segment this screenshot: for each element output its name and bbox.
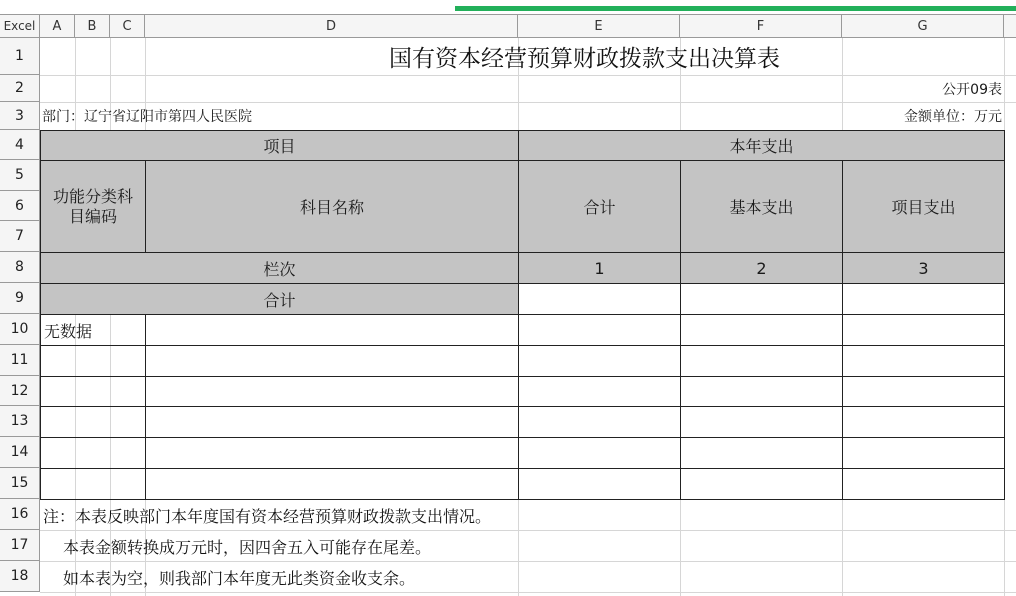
gridline: [40, 592, 1016, 593]
data-cell[interactable]: [518, 376, 681, 407]
note-line-1[interactable]: 注：本表反映部门本年度国有资本经营预算财政拨款支出情况。: [43, 506, 492, 526]
note-line-3[interactable]: 如本表为空，则我部门本年度无此类资金收支余。: [63, 568, 416, 588]
data-cell[interactable]: [145, 437, 519, 469]
unit-label[interactable]: 金额单位：万元: [904, 109, 1002, 125]
row-header-16[interactable]: 16: [0, 499, 40, 530]
row-header-2[interactable]: 2: [0, 75, 40, 102]
row-header-4[interactable]: 4: [0, 130, 40, 160]
note-line-2[interactable]: 本表金额转换成万元时，因四舍五入可能存在尾差。: [63, 537, 432, 557]
data-cell[interactable]: [680, 406, 843, 438]
data-cell[interactable]: [842, 376, 1005, 407]
data-cell[interactable]: [145, 314, 519, 346]
data-cell[interactable]: [680, 345, 843, 377]
row-header-11[interactable]: 11: [0, 345, 40, 376]
data-cell[interactable]: [40, 468, 146, 500]
sum-total-cell[interactable]: [518, 283, 681, 315]
header-col-3[interactable]: 3: [842, 252, 1005, 284]
column-header-e[interactable]: E: [518, 14, 680, 38]
sheet-corner[interactable]: Excel: [0, 14, 40, 38]
row-header-17[interactable]: 17: [0, 530, 40, 561]
data-cell[interactable]: [680, 437, 843, 469]
data-cell[interactable]: [145, 376, 519, 407]
data-cell[interactable]: [145, 468, 519, 500]
header-func-code[interactable]: 功能分类科目编码: [40, 160, 146, 253]
row-header-6[interactable]: 6: [0, 191, 40, 221]
data-cell[interactable]: [842, 345, 1005, 377]
row-header-18[interactable]: 18: [0, 561, 40, 592]
column-header-more: [1004, 14, 1016, 38]
data-cell[interactable]: [680, 468, 843, 500]
row-header-8[interactable]: 8: [0, 252, 40, 283]
data-cell[interactable]: [518, 468, 681, 500]
row-header-15[interactable]: 15: [0, 468, 40, 499]
data-cell[interactable]: [518, 345, 681, 377]
data-cell[interactable]: [145, 406, 519, 438]
row-header-3[interactable]: 3: [0, 102, 40, 130]
row-header-9[interactable]: 9: [0, 283, 40, 314]
row-header-7[interactable]: 7: [0, 221, 40, 252]
row-header-13[interactable]: 13: [0, 406, 40, 437]
sheet-title[interactable]: 国有资本经营预算财政拨款支出决算表: [389, 46, 780, 72]
data-cell[interactable]: [680, 314, 843, 346]
data-cell[interactable]: [680, 376, 843, 407]
data-cell[interactable]: [40, 406, 146, 438]
header-project[interactable]: 项目: [40, 130, 519, 161]
column-header-a[interactable]: A: [40, 14, 75, 38]
row-header-14[interactable]: 14: [0, 437, 40, 468]
data-cell[interactable]: [842, 406, 1005, 438]
column-header-d[interactable]: D: [145, 14, 518, 38]
form-code[interactable]: 公开09表: [942, 81, 1002, 98]
loading-progress-bar: [455, 6, 1016, 11]
data-cell[interactable]: [40, 376, 146, 407]
data-cell[interactable]: [518, 314, 681, 346]
data-cell[interactable]: [40, 437, 146, 469]
column-header-c[interactable]: C: [110, 14, 145, 38]
data-cell[interactable]: [518, 437, 681, 469]
data-cell[interactable]: [518, 406, 681, 438]
row-header-10[interactable]: 10: [0, 314, 40, 345]
header-column-no[interactable]: 栏次: [40, 252, 519, 284]
header-basic[interactable]: 基本支出: [680, 160, 843, 253]
data-cell[interactable]: [145, 345, 519, 377]
header-total[interactable]: 合计: [518, 160, 681, 253]
row-header-5[interactable]: 5: [0, 160, 40, 191]
department-label[interactable]: 部门：辽宁省辽阳市第四人民医院: [42, 109, 252, 125]
column-header-g[interactable]: G: [842, 14, 1004, 38]
header-col-2[interactable]: 2: [680, 252, 843, 284]
column-header-f[interactable]: F: [680, 14, 842, 38]
header-subject-name[interactable]: 科目名称: [145, 160, 519, 253]
sum-basic-cell[interactable]: [680, 283, 843, 315]
sum-project-cell[interactable]: [842, 283, 1005, 315]
data-cell[interactable]: [842, 314, 1005, 346]
data-cell[interactable]: [842, 468, 1005, 500]
row-header-1[interactable]: 1: [0, 38, 40, 75]
data-cell[interactable]: [842, 437, 1005, 469]
column-header-b[interactable]: B: [75, 14, 110, 38]
data-cell[interactable]: [40, 345, 146, 377]
header-project-exp[interactable]: 项目支出: [842, 160, 1005, 253]
header-col-1[interactable]: 1: [518, 252, 681, 284]
no-data-cell[interactable]: 无数据: [40, 314, 146, 346]
header-current-year[interactable]: 本年支出: [518, 130, 1005, 161]
row-header-12[interactable]: 12: [0, 376, 40, 406]
header-sum[interactable]: 合计: [40, 283, 519, 315]
